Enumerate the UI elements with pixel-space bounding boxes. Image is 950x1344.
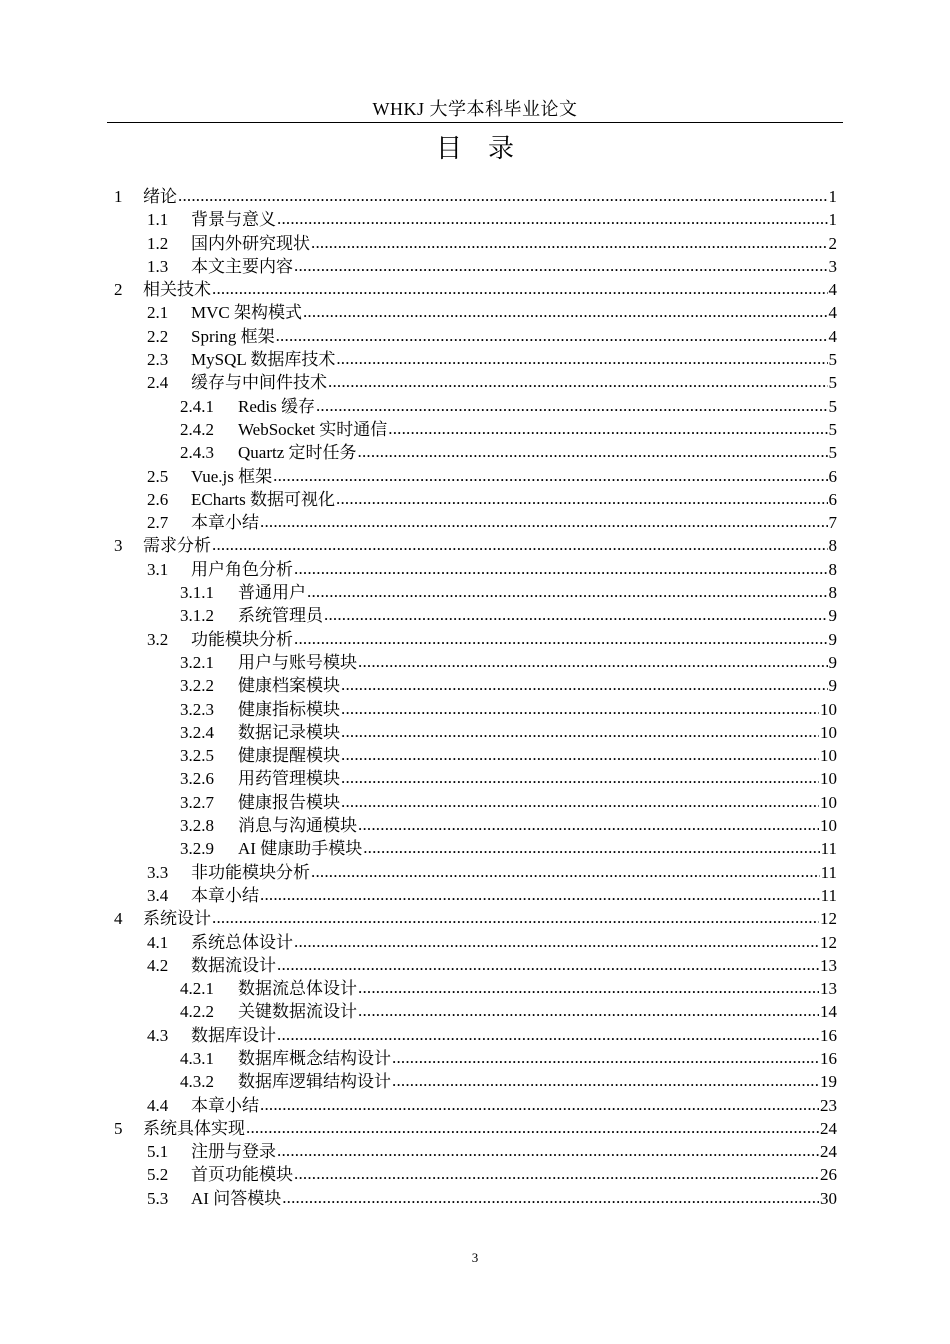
toc-entry-number: 3.2.3	[180, 699, 214, 719]
toc-entry[interactable]	[114, 907, 837, 930]
toc-entry-title: 首页功能模块	[191, 1165, 293, 1185]
toc-entry-title: AI 健康助手模块	[238, 839, 363, 859]
toc-entry-title: 背景与意义	[191, 210, 276, 230]
toc-entry-title: 数据库设计	[191, 1025, 276, 1045]
toc-entry-number: 3.1.2	[180, 606, 214, 626]
toc-entry[interactable]	[114, 1070, 837, 1093]
toc-dot-leader	[358, 999, 819, 1022]
toc-entry-number: 2.3	[147, 350, 169, 370]
toc-entry-page: 5	[828, 373, 837, 393]
toc-entry-page: 16	[820, 1048, 837, 1068]
toc-entry-title: 数据流设计	[191, 955, 276, 975]
toc-entry-page: 9	[828, 676, 837, 696]
header-rule	[107, 122, 843, 123]
toc-entry-number: 1	[114, 187, 123, 206]
toc-entry[interactable]	[114, 581, 837, 604]
toc-dot-leader	[212, 533, 828, 556]
toc-entry-title: MVC 架构模式	[191, 303, 302, 323]
toc-entry-title: 国内外研究现状	[191, 233, 310, 253]
toc-entry-number: 3.1.1	[180, 583, 214, 603]
toc-entry-title: MySQL 数据库技术	[191, 350, 336, 370]
toc-dot-leader	[358, 976, 819, 999]
toc-dot-leader	[336, 347, 827, 370]
toc-entry-page: 10	[820, 722, 837, 742]
toc-entry[interactable]	[114, 767, 837, 790]
toc-entry-title: 用户与账号模块	[238, 652, 357, 672]
toc-entry-title: 本章小结	[191, 1095, 259, 1115]
toc-entry-page: 10	[820, 746, 837, 766]
toc-entry[interactable]	[114, 721, 837, 744]
toc-entry[interactable]	[114, 208, 837, 231]
toc-entry[interactable]	[114, 791, 837, 814]
toc-entry-number: 3.2.2	[180, 676, 214, 696]
toc-dot-leader	[358, 650, 828, 673]
toc-entry-number: 4.3.1	[180, 1048, 214, 1068]
toc-entry[interactable]	[114, 651, 837, 674]
toc-entry[interactable]	[114, 628, 837, 651]
toc-entry-number: 2.4.3	[180, 443, 214, 463]
toc-entry[interactable]	[114, 395, 837, 418]
toc-dot-leader	[277, 1139, 819, 1162]
toc-dot-leader	[311, 860, 820, 883]
toc-entry-title: 相关技术	[143, 280, 211, 300]
toc-entry-title: 用药管理模块	[238, 769, 340, 789]
toc-entry-title: 健康指标模块	[238, 699, 340, 719]
toc-entry[interactable]	[114, 511, 837, 534]
toc-entry-title: 健康报告模块	[238, 792, 340, 812]
toc-entry-page: 3	[828, 256, 837, 276]
toc-entry[interactable]	[114, 698, 837, 721]
toc-entry[interactable]	[114, 1187, 837, 1210]
toc-entry-number: 2.7	[147, 513, 169, 533]
toc-dot-leader	[282, 1186, 819, 1209]
toc-entry-number: 2.1	[147, 303, 169, 323]
toc-dot-leader	[294, 627, 828, 650]
toc-entry-page: 10	[820, 816, 837, 836]
table-of-contents	[114, 185, 837, 1210]
running-header: WHKJ 大学本科毕业论文	[372, 99, 578, 119]
toc-dot-leader	[341, 720, 819, 743]
toc-entry-page: 12	[820, 909, 837, 929]
toc-dot-leader	[363, 836, 819, 859]
toc-entry-number: 3.4	[147, 885, 169, 905]
toc-dot-leader	[260, 510, 828, 533]
toc-entry-number: 5	[114, 1118, 123, 1138]
toc-entry[interactable]	[114, 418, 837, 441]
toc-entry-number: 2.4.1	[180, 396, 214, 416]
toc-entry[interactable]	[114, 1117, 837, 1140]
toc-entry-page: 9	[828, 629, 837, 649]
toc-entry[interactable]	[114, 488, 837, 511]
toc-entry-page: 5	[828, 443, 837, 463]
toc-entry-number: 2.5	[147, 466, 169, 486]
toc-entry-page: 8	[828, 583, 837, 603]
toc-dot-leader	[277, 953, 819, 976]
toc-dot-leader	[246, 1116, 819, 1139]
toc-entry-title: 系统设计	[143, 909, 211, 929]
toc-entry-title: 需求分析	[143, 536, 211, 556]
toc-entry-number: 3.2.9	[180, 839, 214, 859]
toc-entry-title: 健康档案模块	[238, 676, 340, 696]
toc-entry-number: 2	[114, 280, 123, 300]
toc-entry-number: 3.2.6	[180, 769, 214, 789]
toc-entry-number: 4	[114, 909, 123, 929]
toc-entry-title: 健康提醒模块	[238, 746, 340, 766]
toc-entry-page: 2	[828, 233, 837, 253]
toc-entry-page: 24	[820, 1142, 837, 1162]
toc-entry[interactable]	[114, 278, 837, 301]
toc-entry-page: 5	[828, 350, 837, 370]
toc-dot-leader	[341, 766, 819, 789]
toc-entry-page: 24	[820, 1118, 837, 1138]
toc-entry-number: 3	[114, 536, 123, 556]
toc-entry-title: 消息与沟通模块	[238, 816, 357, 836]
toc-dot-leader	[341, 743, 819, 766]
toc-entry[interactable]	[114, 837, 837, 860]
toc-entry-page: 9	[828, 652, 837, 672]
toc-entry-page: 16	[820, 1025, 837, 1045]
toc-entry-title: 数据流总体设计	[238, 979, 357, 999]
toc-entry-number: 3.1	[147, 559, 169, 579]
toc-entry-number: 4.2.2	[180, 1002, 214, 1022]
toc-dot-leader	[273, 464, 827, 487]
toc-dot-leader	[294, 930, 819, 953]
toc-entry-title: 数据库逻辑结构设计	[238, 1072, 391, 1092]
toc-dot-leader	[358, 440, 828, 463]
toc-entry-number: 1.3	[147, 256, 169, 276]
toc-entry-number: 3.3	[147, 862, 169, 882]
toc-entry-number: 4.3	[147, 1025, 169, 1045]
toc-entry-page: 30	[820, 1188, 837, 1208]
toc-dot-leader	[294, 1162, 819, 1185]
toc-entry-page: 23	[820, 1095, 837, 1115]
toc-entry-number: 4.4	[147, 1095, 169, 1115]
toc-entry-number: 1.1	[147, 210, 169, 230]
toc-entry-page: 4	[828, 326, 837, 346]
toc-entry[interactable]	[114, 255, 837, 278]
toc-entry-page: 1	[828, 187, 837, 206]
toc-entry-title: Spring 框架	[191, 326, 275, 346]
toc-entry-page: 5	[828, 396, 837, 416]
toc-entry-title: 功能模块分析	[191, 629, 293, 649]
toc-entry-page: 10	[820, 699, 837, 719]
toc-entry-title: 本章小结	[191, 885, 259, 905]
toc-dot-leader	[277, 1023, 819, 1046]
toc-entry-page: 13	[820, 979, 837, 999]
toc-entry-number: 3.2.5	[180, 746, 214, 766]
toc-entry[interactable]	[114, 534, 837, 557]
toc-entry-number: 2.6	[147, 489, 169, 509]
toc-entry-number: 4.2	[147, 955, 169, 975]
toc-entry-number: 3.2.7	[180, 792, 214, 812]
toc-dot-leader	[392, 1046, 819, 1069]
toc-entry-number: 4.1	[147, 932, 169, 952]
toc-entry[interactable]	[114, 1024, 837, 1047]
toc-dot-leader	[336, 487, 827, 510]
toc-entry-page: 8	[828, 559, 837, 579]
toc-entry-page: 13	[820, 955, 837, 975]
toc-entry-number: 3.2.4	[180, 722, 214, 742]
toc-entry-title: 本章小结	[191, 513, 259, 533]
toc-dot-leader	[341, 790, 819, 813]
toc-entry-page: 1	[828, 210, 837, 230]
toc-entry-page: 4	[828, 280, 837, 300]
toc-entry-number: 3.2.8	[180, 816, 214, 836]
toc-entry-title: 系统总体设计	[191, 932, 293, 952]
toc-entry[interactable]	[114, 861, 837, 884]
toc-entry[interactable]	[114, 604, 837, 627]
toc-entry[interactable]	[114, 1000, 837, 1023]
toc-entry[interactable]	[114, 674, 837, 697]
page-number: 3	[471, 1250, 479, 1265]
toc-dot-leader	[212, 906, 819, 929]
toc-dot-leader	[341, 697, 819, 720]
toc-entry[interactable]	[114, 954, 837, 977]
toc-dot-leader	[276, 324, 828, 347]
toc-entry-title: 本文主要内容	[191, 256, 293, 276]
toc-dot-leader	[392, 1069, 819, 1092]
toc-entry[interactable]	[114, 744, 837, 767]
toc-entry-title: 系统具体实现	[143, 1118, 245, 1138]
toc-entry-title: 非功能模块分析	[191, 862, 310, 882]
toc-entry[interactable]	[114, 884, 837, 907]
toc-entry-title: 注册与登录	[191, 1142, 276, 1162]
toc-entry-number: 3.2	[147, 629, 169, 649]
toc-entry-title: 关键数据流设计	[238, 1002, 357, 1022]
toc-entry[interactable]	[114, 348, 837, 371]
toc-entry[interactable]	[114, 1094, 837, 1117]
toc-dot-leader	[260, 1093, 819, 1116]
toc-dot-leader	[316, 394, 828, 417]
toc-entry[interactable]	[114, 325, 837, 348]
toc-entry[interactable]	[114, 465, 837, 488]
toc-entry-number: 3.2.1	[180, 652, 214, 672]
toc-entry-page: 5	[828, 419, 837, 439]
toc-entry[interactable]	[114, 232, 837, 255]
toc-entry-number: 5.1	[147, 1142, 169, 1162]
toc-entry-page: 14	[820, 1002, 837, 1022]
toc-entry-number: 2.4	[147, 373, 169, 393]
toc-entry-number: 4.2.1	[180, 979, 214, 999]
toc-entry-number: 4.3.2	[180, 1072, 214, 1092]
toc-entry-number: 2.2	[147, 326, 169, 346]
toc-entry-page: 6	[828, 489, 837, 509]
toc-entry[interactable]	[114, 931, 837, 954]
toc-entry-page: 4	[828, 303, 837, 323]
toc-dot-leader	[260, 883, 820, 906]
toc-entry[interactable]	[114, 814, 837, 837]
toc-entry-page: 6	[828, 466, 837, 486]
toc-entry-page: 19	[820, 1072, 837, 1092]
toc-dot-leader	[294, 557, 828, 580]
toc-dot-leader	[178, 184, 828, 207]
toc-entry-page: 10	[820, 792, 837, 812]
toc-entry-title: 缓存与中间件技术	[191, 373, 327, 393]
toc-entry-number: 1.2	[147, 233, 169, 253]
toc-entry[interactable]	[114, 371, 837, 394]
toc-entry[interactable]	[114, 1047, 837, 1070]
toc-entry-page: 12	[820, 932, 837, 952]
toc-entry[interactable]	[114, 1163, 837, 1186]
toc-dot-leader	[212, 277, 828, 300]
toc-entry-title: 绪论	[143, 187, 177, 206]
toc-entry-title: WebSocket 实时通信	[238, 419, 388, 439]
toc-entry-title: Vue.js 框架	[191, 466, 273, 486]
toc-entry-number: 5.2	[147, 1165, 169, 1185]
toc-entry[interactable]	[114, 1140, 837, 1163]
toc-dot-leader	[311, 231, 828, 254]
toc-entry-title: 数据记录模块	[238, 722, 340, 742]
toc-entry-title: 数据库概念结构设计	[238, 1048, 391, 1068]
toc-dot-leader	[328, 370, 828, 393]
toc-dot-leader	[341, 673, 828, 696]
toc-dot-leader	[388, 417, 827, 440]
toc-entry-number: 5.3	[147, 1188, 169, 1208]
toc-entry-title: 用户角色分析	[191, 559, 293, 579]
toc-entry-number: 2.4.2	[180, 419, 214, 439]
toc-entry[interactable]	[114, 441, 837, 464]
toc-entry-page: 10	[820, 769, 837, 789]
toc-dot-leader	[307, 580, 828, 603]
toc-dot-leader	[358, 813, 819, 836]
toc-entry[interactable]	[114, 185, 837, 208]
toc-entry[interactable]	[114, 558, 837, 581]
toc-entry-page: 11	[820, 839, 837, 859]
toc-entry-page: 11	[820, 862, 837, 882]
toc-entry-title: Redis 缓存	[238, 396, 315, 416]
toc-entry-title: AI 问答模块	[191, 1188, 282, 1208]
toc-entry-page: 7	[828, 513, 837, 533]
toc-entry-page: 8	[828, 536, 837, 556]
toc-entry-page: 9	[828, 606, 837, 626]
toc-entry-title: 系统管理员	[238, 606, 323, 626]
toc-entry[interactable]	[114, 301, 837, 324]
toc-dot-leader	[294, 254, 828, 277]
toc-entry-title: ECharts 数据可视化	[191, 489, 336, 509]
toc-title: 目 录	[435, 134, 514, 164]
toc-dot-leader	[324, 603, 828, 626]
toc-entry[interactable]	[114, 977, 837, 1000]
toc-entry-page: 26	[820, 1165, 837, 1185]
toc-dot-leader	[303, 300, 828, 323]
toc-entry-title: 普通用户	[238, 583, 306, 603]
toc-dot-leader	[277, 207, 828, 230]
toc-entry-title: Quartz 定时任务	[238, 443, 357, 463]
toc-entry-page: 11	[820, 885, 837, 905]
